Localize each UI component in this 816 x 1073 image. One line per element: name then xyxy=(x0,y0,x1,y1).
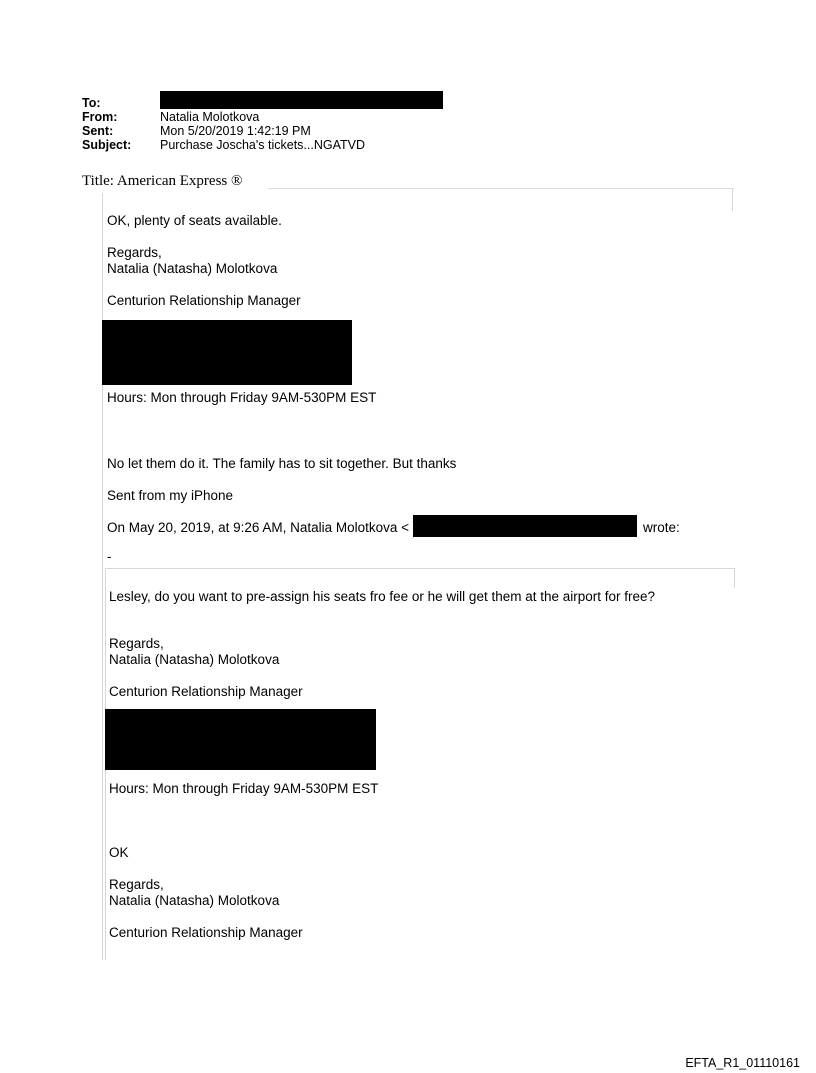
message1-regards: Regards, xyxy=(107,245,162,260)
signature-image-redaction-1 xyxy=(102,320,352,385)
reply-signature: Sent from my iPhone xyxy=(107,488,234,503)
signature-image-redaction-2 xyxy=(105,709,376,770)
message1-hours: Hours: Mon through Friday 9AM-530PM EST xyxy=(107,390,377,405)
message2-role: Centurion Relationship Manager xyxy=(109,684,303,699)
title-rule xyxy=(268,188,734,189)
quote-border-right-1 xyxy=(732,189,733,211)
quote-top-border-2 xyxy=(105,568,734,569)
message1-name: Natalia (Natasha) Molotkova xyxy=(107,261,278,276)
to-redaction xyxy=(160,91,443,109)
message3-role: Centurion Relationship Manager xyxy=(109,925,303,940)
from-label: From: xyxy=(82,110,118,124)
reply-quote-prefix: On May 20, 2019, at 9:26 AM, Natalia Molotkova < xyxy=(107,520,410,535)
title-line: Title: American Express ® xyxy=(82,173,243,189)
message2-regards: Regards, xyxy=(109,636,164,651)
sent-value: Mon 5/20/2019 1:42:19 PM xyxy=(160,124,311,138)
document-id: EFTA_R1_01110161 xyxy=(685,1056,800,1070)
message2-hours: Hours: Mon through Friday 9AM-530PM EST xyxy=(109,781,379,796)
quote-border-left-1 xyxy=(102,193,103,960)
subject-label: Subject: xyxy=(82,138,132,152)
subject-value: Purchase Joscha's tickets...NGATVD xyxy=(160,138,365,152)
message1-body: OK, plenty of seats available. xyxy=(107,213,282,228)
reply-quote-suffix: wrote: xyxy=(643,520,680,535)
reply-body: No let them do it. The family has to sit together. But thanks xyxy=(107,456,457,471)
subject-row xyxy=(82,138,365,152)
reply-dash: - xyxy=(107,549,112,564)
message3-regards: Regards, xyxy=(109,877,164,892)
message3-name: Natalia (Natasha) Molotkova xyxy=(109,893,280,908)
email-address-redaction xyxy=(413,515,637,537)
message3-body: OK xyxy=(109,845,129,860)
sent-label: Sent: xyxy=(82,124,114,138)
quote-border-right-2 xyxy=(734,568,735,588)
message2-body: Lesley, do you want to pre-assign his seats fro fee or he will get them at the airport for free? xyxy=(109,589,656,604)
sent-row xyxy=(82,124,365,138)
message1-role: Centurion Relationship Manager xyxy=(107,293,301,308)
to-label: To: xyxy=(82,96,101,110)
from-value: Natalia Molotkova xyxy=(160,110,260,124)
from-row xyxy=(82,110,365,124)
message2-name: Natalia (Natasha) Molotkova xyxy=(109,652,280,667)
